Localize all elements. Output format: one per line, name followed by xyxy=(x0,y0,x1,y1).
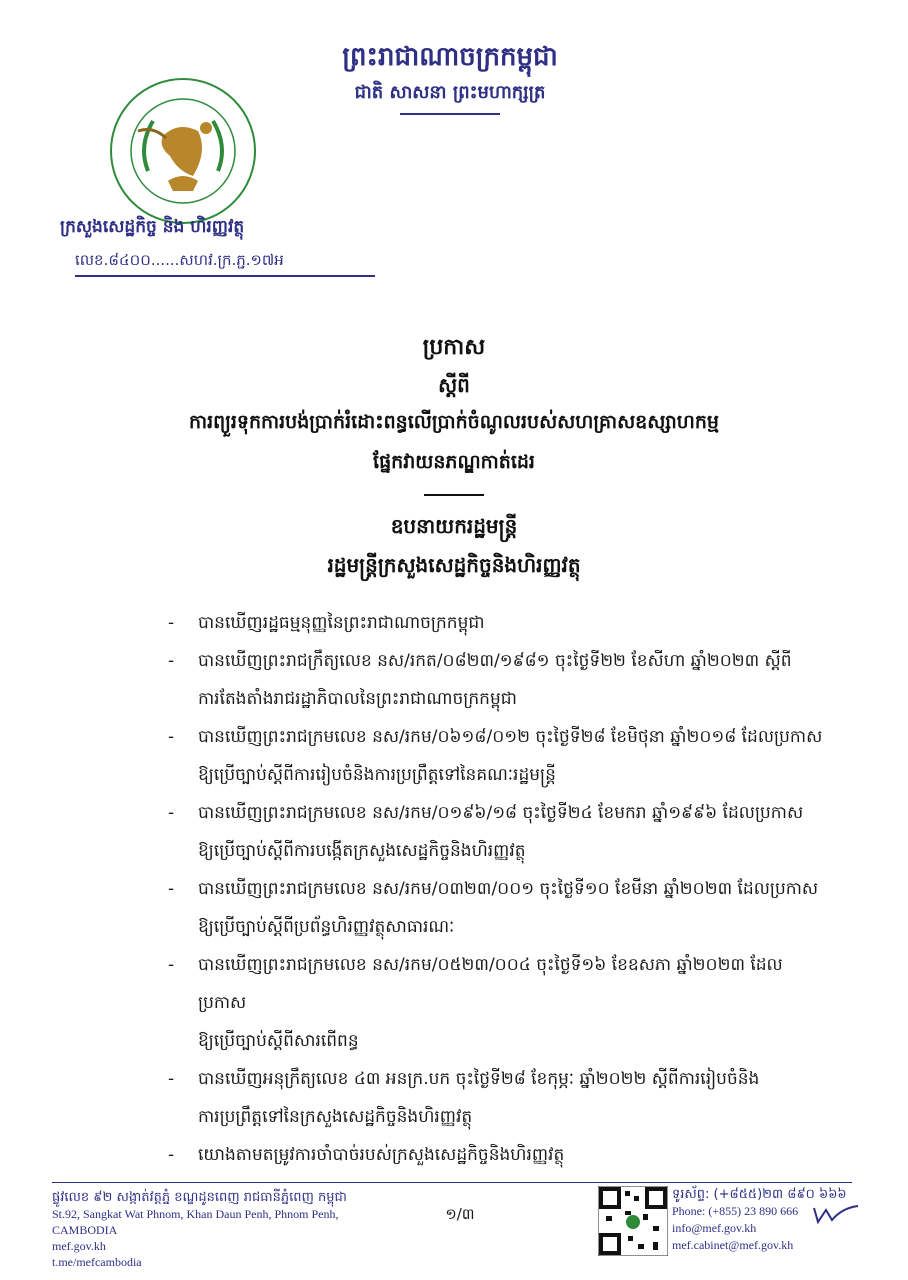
recital-item: - បានឃើញព្រះរាជក្រមលេខ នស/រកម/០៥២៣/០០៤ ចុះថ្ងៃទី១៦ ខែឧសភា ឆ្នាំ២០២៣ ដែលប្រកាស ឱ្យប្រើច្បាប់ស្តីពីសារពើពន្ធ xyxy=(168,955,783,1051)
email-info-link[interactable]: info@mef.gov.kh xyxy=(672,1221,757,1235)
reference-number: លេខ.៨៤០០......សហវ.ក្រ.ភ្ជ.១៧អ xyxy=(75,251,375,277)
handwritten-initials xyxy=(812,1202,862,1226)
recitals-list xyxy=(168,604,828,1174)
document-type: ប្រកាស xyxy=(422,335,486,360)
issuing-authority-ministry: រដ្ឋមន្ត្រីក្រសួងសេដ្ឋកិច្ចនិងហិរញ្ញវត្ថុ xyxy=(327,553,581,577)
footer-address-block xyxy=(52,1190,392,1270)
header-ornament xyxy=(400,113,500,115)
phone-khmer: ទូរស័ព្ទ: (+៨៥៥)២៣ ៨៩០ ៦៦៦ xyxy=(672,1187,847,1202)
national-motto: ជាតិ សាសនា ព្រះមហាក្សត្រ xyxy=(354,82,546,103)
ministry-name: ក្រសួងសេដ្ឋកិច្ច និង ហិរញ្ញវត្ថុ xyxy=(60,217,245,237)
recital-item: - បានឃើញព្រះរាជក្រមលេខ នស/រកម/០៣២៣/០០១ ចុះថ្ងៃទី១០ ខែមីនា ឆ្នាំ២០២៣ ដែលប្រកាស ឱ្យប្រើច្បាប់ស្តីពីប្រព័ន្ធហិរញ្ញវត្ថុសាធារណៈ xyxy=(168,879,819,937)
address-english: St.92, Sangkat Wat Phnom, Khan Daun Penh, Phnom Penh, CAMBODIA xyxy=(52,1207,339,1237)
recital-item: - បានឃើញព្រះរាជក្រមលេខ នស/រកម/០៦១៨/០១២ ចុះថ្ងៃទី២៨ ខែមិថុនា ឆ្នាំ២០១៨ ដែលប្រកាស ឱ្យប្រើច្បាប់ស្តីពីការរៀបចំនិងការប្រព្រឹត្តទៅនៃគណៈរដ្ឋមន្ត្រី xyxy=(168,727,823,785)
address-khmer: ផ្លូវលេខ ៩២ សង្កាត់វត្តភ្នំ ខណ្ឌដូនពេញ រាជធានីភ្នំពេញ កម្ពុជា xyxy=(52,1190,347,1205)
kingdom-title: ព្រះរាជាណាចក្រកម្ពុជា xyxy=(342,42,558,72)
issuing-authority-title: ឧបនាយករដ្ឋមន្ត្រី xyxy=(390,514,518,538)
document-subject-line1: ការព្យួរទុកការបង់ប្រាក់រំដោះពន្ធលើប្រាក់ចំណូលរបស់សហគ្រាសឧស្សាហកម្ម xyxy=(189,411,719,433)
document-about: ស្តីពី xyxy=(438,373,470,397)
recital-item: - បានឃើញព្រះរាជក្រមលេខ នស/រកម/០១៩៦/១៨ ចុះថ្ងៃទី២៤ ខែមករា ឆ្នាំ១៩៩៦ ដែលប្រកាស ឱ្យប្រើច្បាប់ស្តីពីការបង្កើតក្រសួងសេដ្ឋកិច្ចនិងហិរញ្ញវត្ថុ xyxy=(168,803,804,861)
recital-item: - បានឃើញរដ្ឋធម្មនុញ្ញនៃព្រះរាជាណាចក្រកម្ពុជា xyxy=(168,613,485,633)
recital-item: - បានឃើញអនុក្រឹត្យលេខ ៤៣ អនក្រ.បក ចុះថ្ងៃទី២៨ ខែកុម្ភៈ ឆ្នាំ២០២២ ស្តីពីការរៀបចំនិង ការប្រព្រឹត្តទៅនៃក្រសួងសេដ្ឋកិច្ចនិងហិរញ្ញវត្ថុ xyxy=(168,1069,760,1127)
email-cabinet-link[interactable]: mef.cabinet@mef.gov.kh xyxy=(672,1238,794,1252)
page-number: ១/៣ xyxy=(445,1205,475,1223)
recital-item: - បានឃើញព្រះរាជក្រឹត្យលេខ នស/រកត/០៨២៣/១៩៨១ ចុះថ្ងៃទី២២ ខែសីហា ឆ្នាំ២០២៣ ស្តីពី ការតែងតាំងរាជរដ្ឋាភិបាលនៃព្រះរាជាណាចក្រកម្ពុជា xyxy=(168,651,792,709)
qr-code-icon xyxy=(598,1186,668,1256)
recital-item: - យោងតាមតម្រូវការចាំបាច់របស់ក្រសួងសេដ្ឋកិច្ចនិងហិរញ្ញវត្ថុ xyxy=(168,1145,565,1165)
document-subject-line2: ផ្នែកវាយនភណ្ឌកាត់ដេរ xyxy=(373,451,535,473)
footer-divider xyxy=(52,1182,852,1183)
phone-english: Phone: (+855) 23 890 666 xyxy=(672,1204,799,1218)
ministry-seal-logo xyxy=(108,76,258,226)
telegram-link[interactable]: t.me/mefcambodia xyxy=(52,1255,142,1269)
website-link[interactable]: mef.gov.kh xyxy=(52,1239,106,1253)
title-ornament xyxy=(424,494,484,496)
